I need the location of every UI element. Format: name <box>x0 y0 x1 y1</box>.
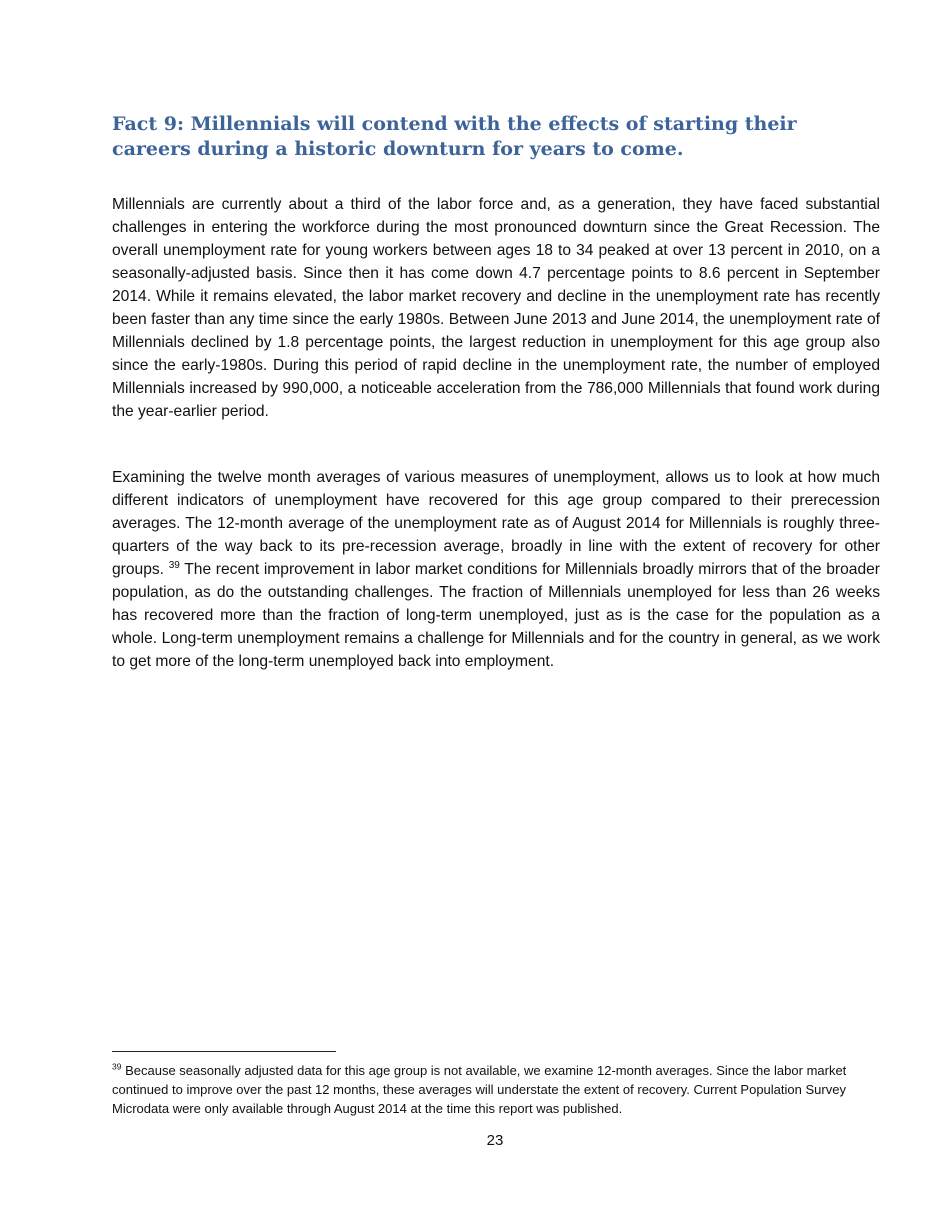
footnote-number: 39 <box>112 1061 122 1072</box>
section-heading: Fact 9: Millennials will contend with the effects of starting their careers during a historic downturn for years to come. <box>112 113 797 160</box>
page-number: 23 <box>486 1132 504 1149</box>
body-paragraph-2 <box>112 466 880 673</box>
footnote-text: Because seasonally adjusted data for this age group is not available, we examine 12-month averages. Since the labor market continued to improve over the past 12 months, these averages will understate the extent of recovery. Current Population Survey Microdata were only available through August 2014 at the time this report was published. <box>112 1063 847 1116</box>
footnote <box>112 1061 882 1118</box>
footnote-divider <box>112 1051 336 1052</box>
footnote-reference[interactable]: 39 <box>168 559 180 571</box>
body-paragraph-1: Millennials are currently about a third of the labor force and, as a generation, they have faced substantial challenges in entering the workforce during the most pronounced downturn since the Great Recession. The overall unemployment rate for young workers between ages 18 to 34 peaked at over 13 percent in 2010, on a seasonally-adjusted basis. Since then it has come down 4.7 percentage points to 8.6 percent in September 2014. While it remains elevated, the labor market recovery and decline in the unemployment rate has recently been faster than any time since the early 1980s. Between June 2013 and June 2014, the unemployment rate of Millennials declined by 1.8 percentage points, the largest reduction in unemployment for this age group also since the early-1980s. During this period of rapid decline in the unemployment rate, the number of employed Millennials increased by 990,000, a noticeable acceleration from the 786,000 Millennials that found work during the year-earlier period. <box>112 196 880 420</box>
paragraph-2-text-before-ref: Examining the twelve month averages of various measures of unemployment, allows us to look at how much different indicators of unemployment have recovered for this age group compared to their prerecession averages. The 12-month average of the unemployment rate as of August 2014 for Millennials is roughly three-quarters of the way back to its pre-recession average, broadly in line with the extent of recovery for other groups. <box>112 469 880 578</box>
paragraph-2-text-after-ref: The recent improvement in labor market conditions for Millennials broadly mirrors that of the broader population, as do the outstanding challenges. The fraction of Millennials unemployed for less than 26 weeks has recovered more than the fraction of long-term unemployed, just as is the case for the population as a whole. Long-term unemployment remains a challenge for Millennials and for the country in general, as we work to get more of the long-term unemployed back into employment. <box>112 561 880 670</box>
